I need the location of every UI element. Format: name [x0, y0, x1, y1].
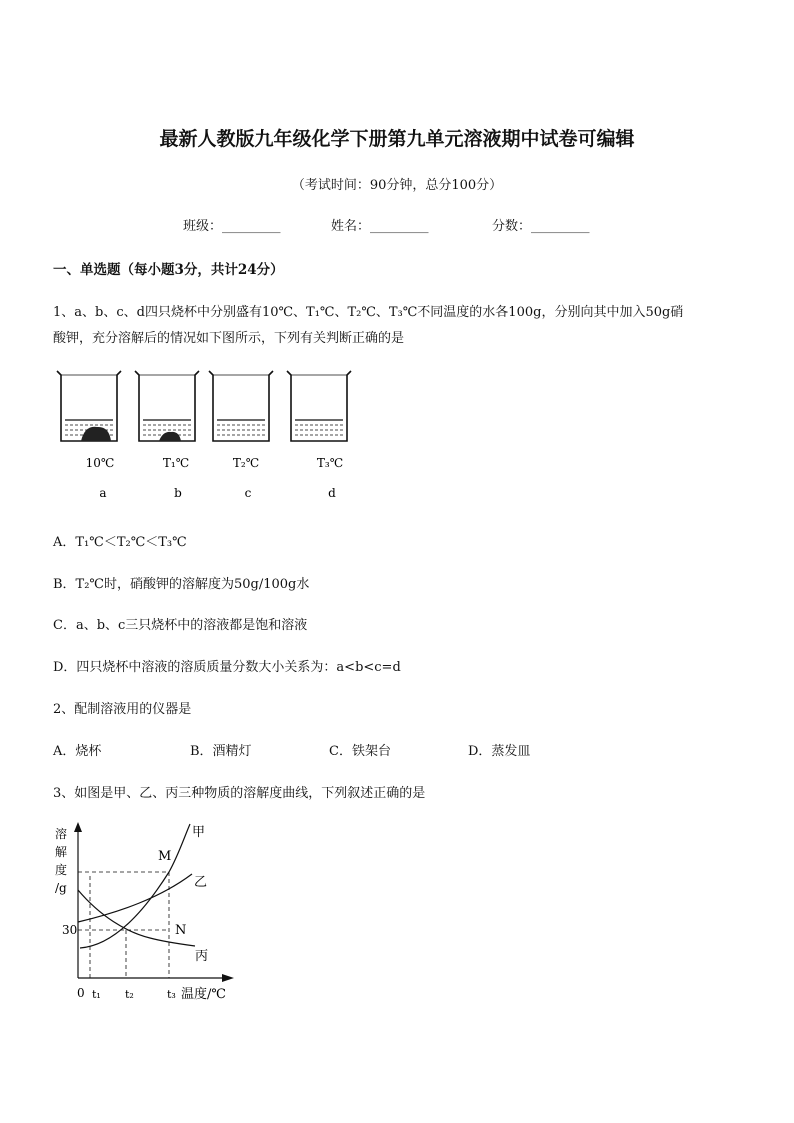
undissolved-solid-a [81, 427, 111, 441]
y-label-char-4: /g [55, 881, 67, 895]
beaker-b [135, 371, 199, 441]
curve-label-bing: 丙 [195, 949, 209, 964]
question-2-option-c[interactable]: C．铁架台 [329, 744, 391, 759]
exam-duration-note: （考试时间：90分钟，总分100分） [291, 178, 503, 193]
beaker-d-label: d [328, 486, 336, 500]
beaker-c-temp: T₂℃ [232, 456, 260, 470]
question-1-line-2: 酸钾，充分溶解后的情况如下图所示，下列有关判断正确的是 [53, 331, 405, 346]
question-2-option-a[interactable]: A．烧杯 [53, 744, 102, 759]
question-1-option-c[interactable]: C．a、b、c三只烧杯中的溶液都是饱和溶液 [53, 618, 308, 633]
x-axis-arrow [222, 974, 234, 982]
section-heading-single-choice: 一、单选题（每小题3分，共计24分） [53, 262, 284, 278]
score-field: 分数：_________ [492, 219, 590, 234]
y-tick-30: 30 [62, 923, 78, 937]
question-1-line-1: 1、a、b、c、d四只烧杯中分别盛有10℃、T₁℃、T₂℃、T₃℃不同温度的水各100g，分别向其中加入50g硝 [53, 305, 684, 320]
class-field: 班级：_________ [183, 219, 281, 234]
beaker-a [57, 371, 121, 441]
question-1-option-a[interactable]: A．T₁℃＜T₂℃＜T₃℃ [53, 535, 187, 550]
y-label-char-2: 解 [55, 845, 68, 859]
beakers-figure [55, 365, 355, 510]
question-2-option-b[interactable]: B．酒精灯 [190, 744, 252, 759]
undissolved-solid-b [159, 432, 181, 441]
beaker-a-temp: 10℃ [85, 456, 115, 470]
x-tick-t1: t₁ [92, 988, 101, 1001]
beaker-b-label: b [174, 486, 182, 500]
point-label-n: N [175, 923, 187, 938]
beaker-d-temp: T₃℃ [316, 456, 344, 470]
beaker-b-temp: T₁℃ [162, 456, 190, 470]
y-label-char-3: 度 [55, 863, 68, 877]
curve-label-jia: 甲 [192, 825, 206, 840]
question-2-text: 2、配制溶液用的仪器是 [53, 702, 192, 717]
beaker-c [209, 371, 273, 441]
beaker-a-label: a [99, 486, 107, 500]
name-field: 姓名：_________ [331, 219, 429, 234]
question-1-option-b[interactable]: B．T₂℃时，硝酸钾的溶解度为50g/100g水 [53, 577, 310, 592]
page-title: 最新人教版九年级化学下册第九单元溶液期中试卷可编辑 [159, 128, 635, 150]
solubility-curve-graph [50, 818, 250, 1008]
curve-yi [78, 874, 192, 922]
y-axis-arrow [74, 822, 82, 832]
curve-label-yi: 乙 [194, 875, 208, 890]
question-3-text: 3、如图是甲、乙、丙三种物质的溶解度曲线，下列叙述正确的是 [53, 786, 426, 801]
beaker-d [287, 371, 351, 441]
origin-label: 0 [77, 986, 85, 1000]
question-2-option-d[interactable]: D．蒸发皿 [468, 744, 531, 759]
x-tick-t3: t₃ [167, 988, 176, 1001]
x-axis-label: 温度/℃ [181, 987, 226, 1002]
beaker-c-label: c [244, 486, 252, 500]
question-1-option-d[interactable]: D．四只烧杯中溶液的溶质质量分数大小关系为：a<b<c=d [53, 660, 401, 675]
x-tick-t2: t₂ [125, 988, 134, 1001]
y-label-char-1: 溶 [55, 827, 68, 841]
point-label-m: M [158, 849, 172, 864]
